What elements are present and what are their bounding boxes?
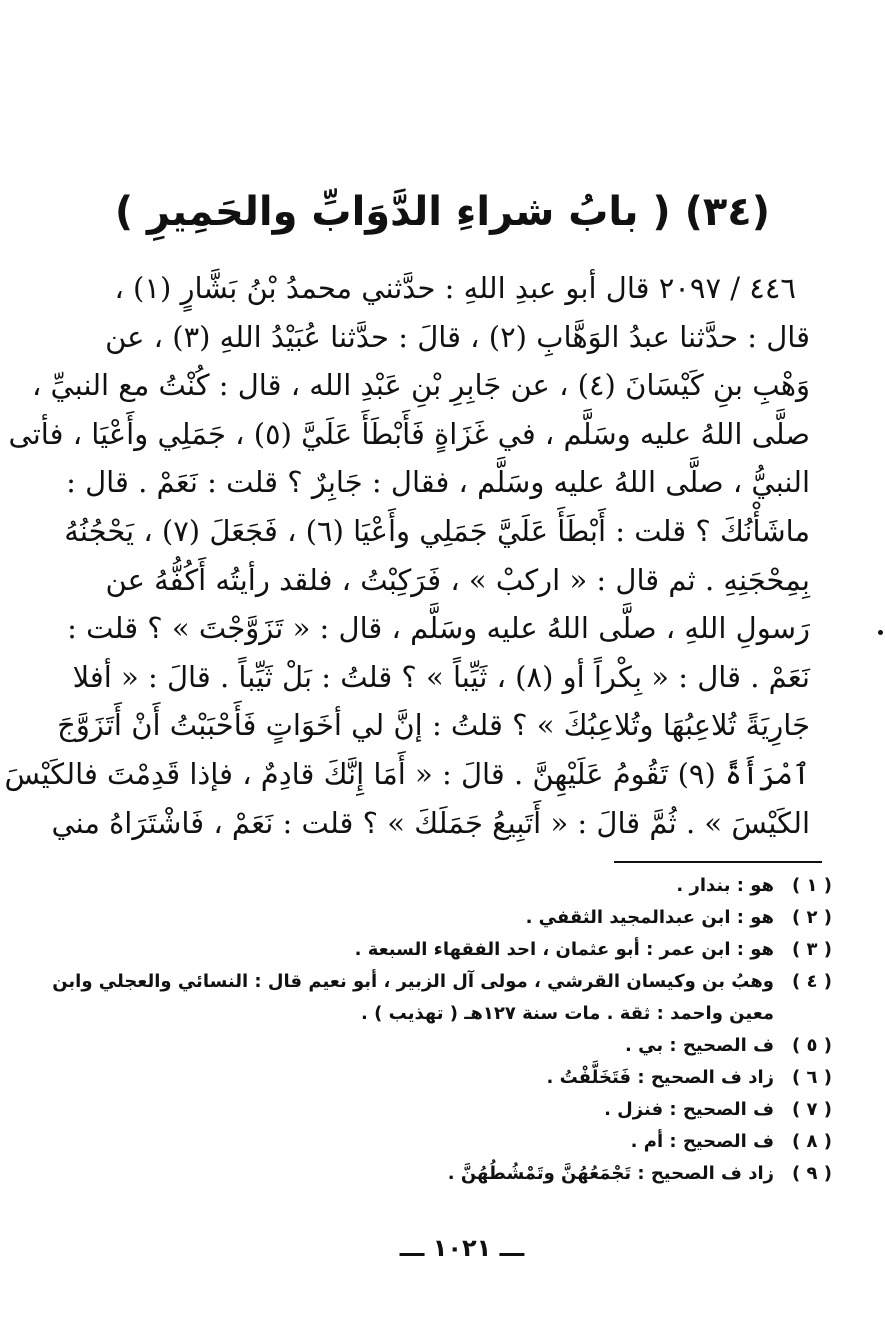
chapter-heading: (٣٤) ( بابُ شراءِ الدَّوَابِّ والحَمِيرِ ) [114,189,770,235]
footnote-text: ف الصحيح : بي . [625,1035,774,1056]
footnote [162,1094,832,1126]
footnote-text: هو : ابن عمر : أبو عثمان ، احد الفقهاء السبعة . [354,939,774,960]
footnote-text: هو : ابن عبدالمجيد الثقفي . [525,907,774,928]
footnote-text: ف الصحيح : فنزل . [604,1099,774,1120]
footnote-text: ف الصحيح : أم . [630,1131,774,1152]
hadith-line: بِمِحْجَنِهِ . ثم قال : « اركبْ » ، فَرَكِبْتُ ، فلقد رأيتُه أَكُفُّهُ عن [105,562,810,597]
footnote [162,934,832,966]
footnote [162,1158,832,1190]
footnote [52,966,832,998]
footnote-number: ( ١ ) [792,875,832,896]
hadith-line: صلَّى اللهُ عليه وسَلَّم ، في غَزَاةٍ فَأَبْطَأَ عَلَيَّ (٥) ، جَمَلِي وأَعْيَا ، فأتى [8,416,810,451]
footnote-text: هو : بندار . [676,875,774,896]
footnote-number: ( ٥ ) [792,1035,832,1056]
footnote-number: ( ٨ ) [792,1131,832,1152]
hadith-line: النبيُّ ، صلَّى اللهُ عليه وسَلَّم ، فقال : جَابِرٌ ؟ قلت : نَعَمْ . قال : [66,465,810,500]
margin-dot [878,630,883,635]
footnotes [52,870,832,1190]
footnote-text: زاد ف الصحيح : تَجْمَعُهُنَّ وتَمْشُطُهُنَّ . [447,1163,774,1184]
footnote-number: ( ٢ ) [792,907,832,928]
hadith-line: ٤٤٦ / ٢٠٩٧ قال أبو عبدِ اللهِ : حدَّثني محمدُ بْنُ بَشَّارٍ (١) ، [114,271,796,305]
footnote [162,870,832,902]
hadith-text [4,264,810,847]
footnote [162,902,832,934]
footnote-number: ( ٦ ) [792,1067,832,1088]
hadith-line: جَارِيَةً تُلاعِبُهَا وتُلاعِبُكَ » ؟ قلتُ : إنَّ لي أخَوَاتٍ فَأَحْبَبْتُ أَنْ أَتَزَوَّجَ [57,708,810,743]
footnote [162,1062,832,1094]
hadith-line: ٱمْرَأَةً (٩) تَقُومُ عَلَيْهِنَّ . قالَ : « أَمَا إِنَّكَ قادِمٌ ، فإذا قَدِمْتَ فالكَيْسَ [4,756,810,791]
hadith-line: قال : حدَّثنا عبدُ الوَهَّابِ (٢) ، قالَ : حدَّثنا عُبَيْدُ اللهِ (٣) ، عن [105,319,810,354]
hadith-line: رَسولِ اللهِ ، صلَّى اللهُ عليه وسَلَّم ، قال : « تَزَوَّجْتَ » ؟ قلت : [67,611,810,646]
footnote [162,1126,832,1158]
footnote-number: ( ٣ ) [792,939,832,960]
footnote-text: معين واحمد : ثقة . مات سنة ١٢٧هـ ( تهذيب ) . [361,1003,774,1024]
footnote-number: ( ٩ ) [792,1163,832,1184]
hadith-line: الكَيْسَ » . ثُمَّ قالَ : « أَتَبِيعُ جَمَلَكَ » ؟ قلت : نَعَمْ ، فَاشْتَرَاهُ مني [51,805,810,840]
hadith-line: وَهْبِ بنِ كَيْسَانَ (٤) ، عن جَابِرِ بْنِ عَبْدِ الله ، قال : كُنْتُ مع النبيِّ ، [31,368,810,403]
footnote-text: زاد ف الصحيح : فَتَخَلَّفْتُ . [546,1067,774,1088]
footnote-number: ( ٤ ) [792,971,832,992]
footnote [162,1030,832,1062]
footnote-number: ( ٧ ) [792,1099,832,1120]
hadith-line: ماشَأْنُكَ ؟ قلت : أَبْطَأَ عَلَيَّ جَمَلِي وأَعْيَا (٦) ، فَجَعَلَ (٧) ، يَحْجُنُهُ [64,513,810,548]
footnote-text: وهبُ بن وكيسان القرشي ، مولى آل الزبير ، أبو نعيم قال : النسائي والعجلي وابن [52,971,774,992]
footnote-continuation [162,998,832,1030]
hadith-line: نَعَمْ . قال : « بِكْراً أو (٨) ، ثَيِّباً » ؟ قلتُ : بَلْ ثَيِّباً . قالَ : « أفلا [72,659,810,694]
footnote-divider [614,861,822,863]
page-number: ـــ ١٠٢١ ـــ [399,1234,525,1262]
